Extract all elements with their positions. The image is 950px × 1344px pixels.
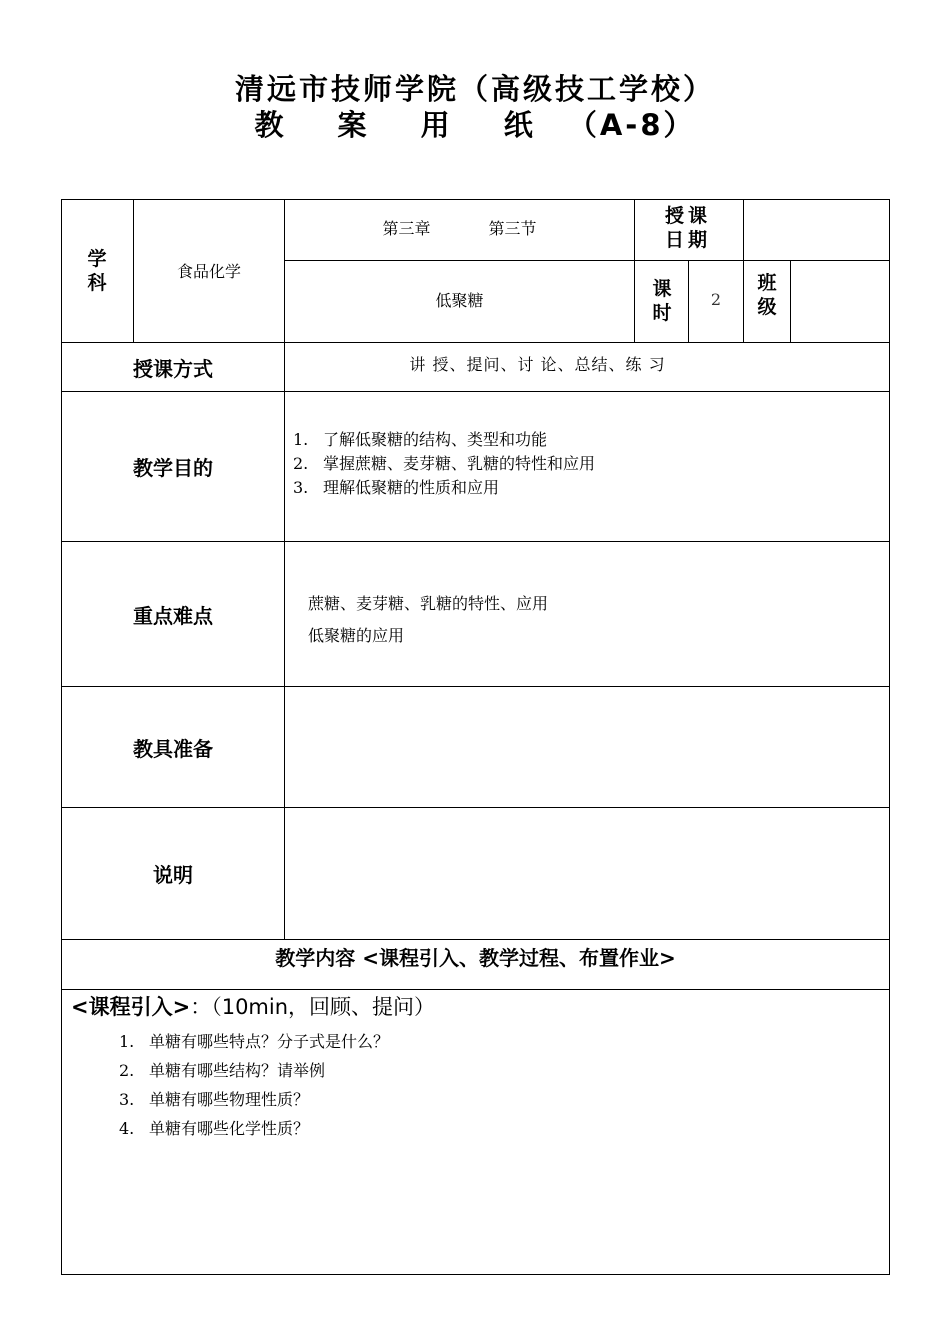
list-item: 3. 理解低聚糖的性质和应用: [293, 478, 500, 497]
class-value: [791, 261, 889, 342]
objectives-list: [293, 428, 595, 500]
list-item: 3. 单糖有哪些物理性质？: [119, 1090, 310, 1109]
form-code: （A-8）: [567, 108, 696, 142]
keypoints-label: 重点难点: [133, 603, 213, 628]
intro-questions: [119, 1027, 389, 1143]
date-value: [744, 199, 889, 260]
method-value: 讲 授、提问、讨 论、总结、练 习: [409, 354, 666, 374]
notes-label: 说明: [153, 863, 193, 887]
chapter-section: [285, 199, 634, 255]
intro-title: <课程引入>: [71, 995, 191, 1019]
subject-value: 食品化学: [176, 262, 241, 281]
intro-heading: [71, 991, 435, 1021]
content-header: 教学内容 <课程引入、教学过程、布置作业>: [275, 945, 676, 970]
chapter: 第三章: [382, 218, 431, 238]
list-item: 1. 单糖有哪些特点？分子式是什么？: [119, 1032, 390, 1051]
section: 第三节: [488, 218, 537, 238]
tools-label: 教具准备: [133, 736, 213, 761]
notes-value: [285, 808, 889, 939]
list-item: 蔗糖、麦芽糖、乳糖的特性、应用: [308, 594, 549, 613]
class-label: 班级: [757, 272, 777, 318]
school-title: 清远市技师学院（高级技工学校）: [234, 72, 715, 106]
list-item: 2. 单糖有哪些结构？请举例: [119, 1061, 326, 1080]
list-item: 4. 单糖有哪些化学性质？: [119, 1119, 310, 1138]
date-label: 授课日期: [664, 205, 711, 251]
form-title-main: 教 案 用 纸: [254, 108, 555, 142]
objectives-label: 教学目的: [133, 456, 213, 480]
method-label: 授课方式: [133, 356, 213, 381]
subject-label: 学科: [87, 247, 107, 294]
intro-detail: ：（10min，回顾、提问）: [190, 995, 436, 1019]
lesson-topic: 低聚糖: [435, 290, 484, 310]
list-item: 2. 掌握蔗糖、麦芽糖、乳糖的特性和应用: [293, 454, 596, 473]
tools-value: [285, 687, 889, 807]
hours-value: 2: [710, 289, 722, 309]
hours-label: 课时: [652, 278, 672, 324]
list-item: 低聚糖的应用: [308, 626, 405, 645]
list-item: 1. 了解低聚糖的结构、类型和功能: [293, 430, 548, 449]
form-title: [0, 103, 950, 144]
keypoints-list: [308, 588, 548, 652]
